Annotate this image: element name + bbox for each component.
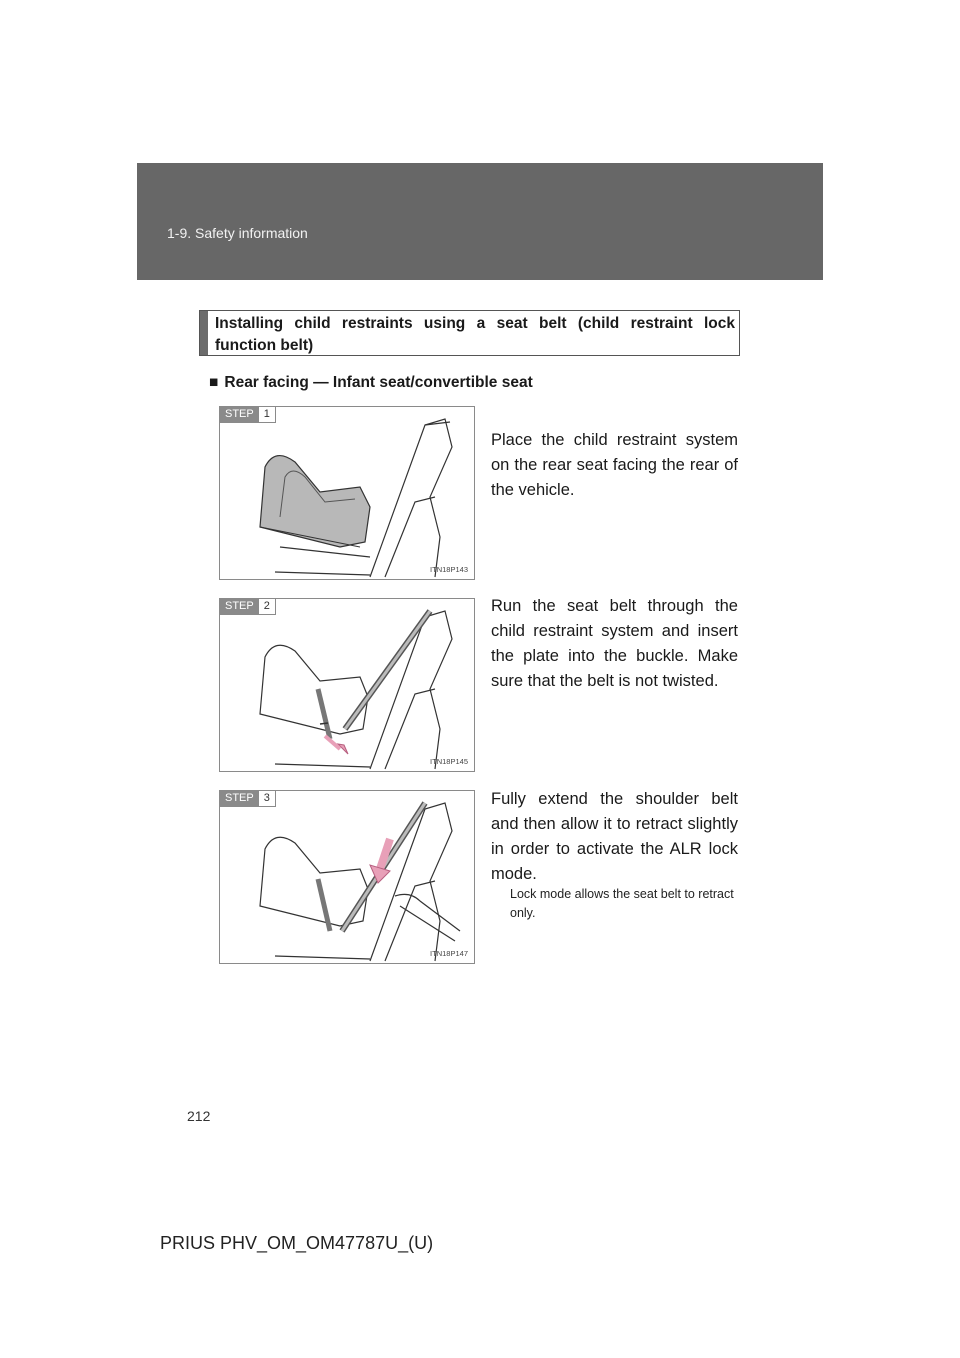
step-label: STEP: [220, 599, 259, 615]
subheading-text: Rear facing — Infant seat/convertible seat: [224, 374, 533, 391]
child-seat-illustration-1: [220, 407, 475, 580]
heading-text: Installing child restraints using a seat belt (child restraint lock function belt): [215, 315, 735, 354]
step-label: STEP: [220, 407, 259, 423]
figure-code: ITN18P145: [430, 757, 468, 766]
figure-step-3: [219, 790, 475, 964]
step-number: 2: [259, 599, 276, 615]
subheading: [209, 374, 533, 392]
section-label: 1-9. Safety information: [167, 225, 308, 241]
page-number: 212: [187, 1108, 211, 1124]
header-band: [137, 163, 823, 280]
step-badge-3: [220, 791, 276, 807]
section-heading: [199, 310, 740, 356]
figure-code: ITN18P147: [430, 949, 468, 958]
child-seat-illustration-3: [220, 791, 475, 964]
step-label: STEP: [220, 791, 259, 807]
step-1-text: Place the child restraint system on the rear seat facing the rear of the vehicle.: [491, 431, 738, 499]
step-number: 1: [259, 407, 276, 423]
footer-document-code: PRIUS PHV_OM_OM47787U_(U): [160, 1233, 434, 1253]
step-badge-2: [220, 599, 276, 615]
figure-step-1: [219, 406, 475, 580]
child-seat-illustration-2: [220, 599, 475, 772]
step-badge-1: [220, 407, 276, 423]
step-2-text: Run the seat belt through the child restraint system and insert the plate into the buckle. Make sure that the belt is not twisted.: [491, 597, 738, 690]
figure-step-2: [219, 598, 475, 772]
step-3-text: Fully extend the shoulder belt and then allow it to retract slightly in order to activate the ALR lock mode.: [491, 790, 738, 883]
step-3-note: Lock mode allows the seat belt to retract only.: [510, 887, 734, 920]
square-bullet-icon: ■: [209, 374, 219, 391]
heading-accent-bar: [200, 311, 208, 355]
step-number: 3: [259, 791, 276, 807]
figure-code: ITN18P143: [430, 565, 468, 574]
